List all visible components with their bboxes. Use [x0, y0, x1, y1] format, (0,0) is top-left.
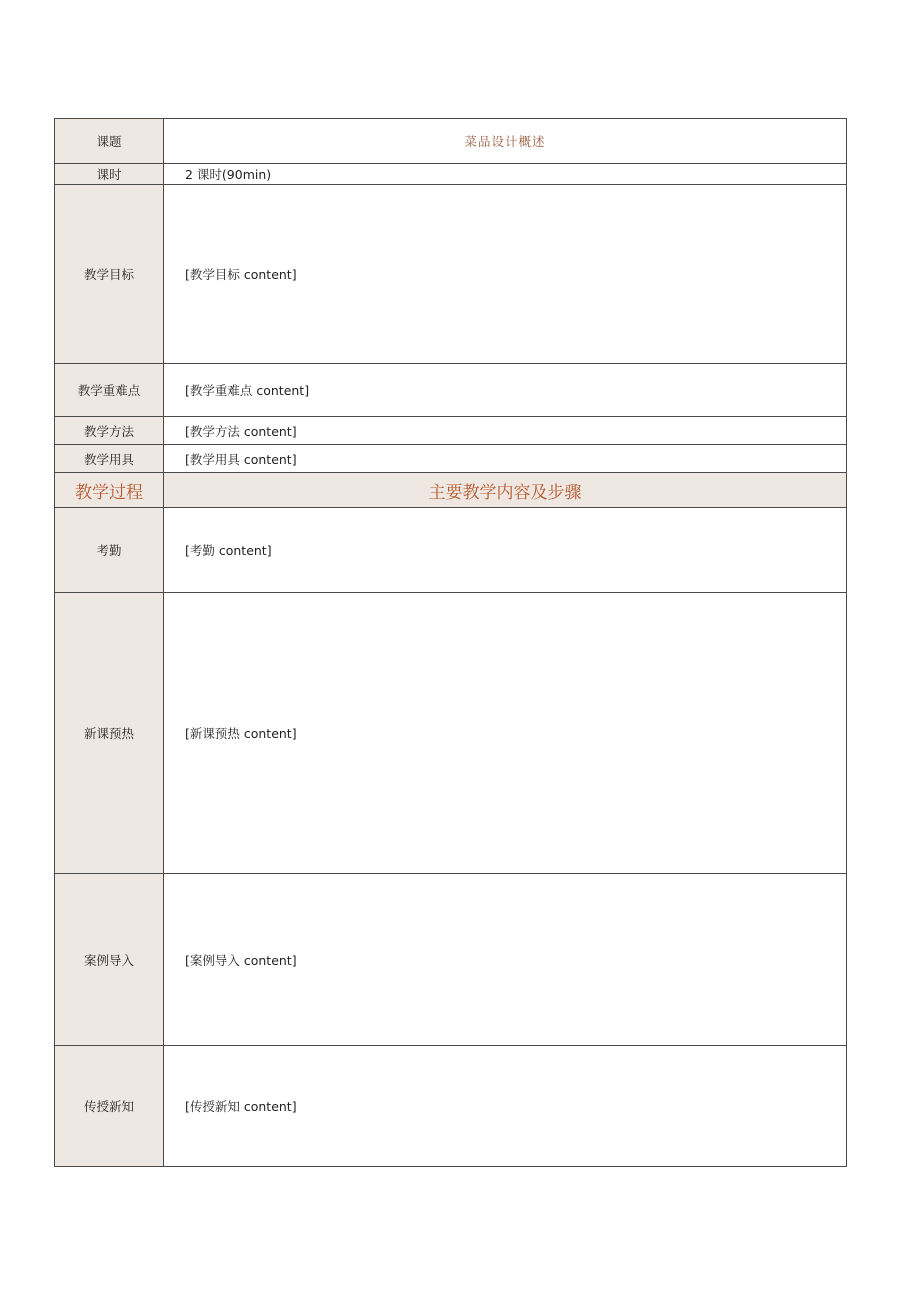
methods-label: 教学方法: [55, 417, 164, 445]
row-hours: [55, 164, 847, 185]
tools-content: [教学用具 content]: [164, 445, 847, 473]
lesson-plan-table: [54, 118, 847, 1167]
methods-content: [教学方法 content]: [164, 417, 847, 445]
lesson-title: 菜品设计概述: [164, 119, 847, 164]
hours-value: 2 课时(90min): [164, 164, 847, 185]
case-intro-content: [案例导入 content]: [164, 874, 847, 1046]
row-goals: [55, 185, 847, 364]
lesson-plan-sheet: [54, 118, 845, 1167]
process-header-right: 主要教学内容及步骤: [164, 473, 847, 508]
case-intro-label: 案例导入: [55, 874, 164, 1046]
hours-label: 课时: [55, 164, 164, 185]
topic-label: 课题: [55, 119, 164, 164]
warmup-content: [新课预热 content]: [164, 593, 847, 874]
warmup-label: 新课预热: [55, 593, 164, 874]
attendance-content: [考勤 content]: [164, 508, 847, 593]
attendance-label: 考勤: [55, 508, 164, 593]
row-tools: [55, 445, 847, 473]
row-methods: [55, 417, 847, 445]
row-attendance: [55, 508, 847, 593]
goals-label: 教学目标: [55, 185, 164, 364]
row-process-header: [55, 473, 847, 508]
row-topic: [55, 119, 847, 164]
key-points-content: [教学重难点 content]: [164, 364, 847, 417]
tools-label: 教学用具: [55, 445, 164, 473]
goals-content: [教学目标 content]: [164, 185, 847, 364]
row-key-points: [55, 364, 847, 417]
row-warmup: [55, 593, 847, 874]
new-knowledge-content: [传授新知 content]: [164, 1046, 847, 1167]
new-knowledge-label: 传授新知: [55, 1046, 164, 1167]
key-points-label: 教学重难点: [55, 364, 164, 417]
row-case-intro: [55, 874, 847, 1046]
process-header-left: 教学过程: [55, 473, 164, 508]
row-new-knowledge: [55, 1046, 847, 1167]
